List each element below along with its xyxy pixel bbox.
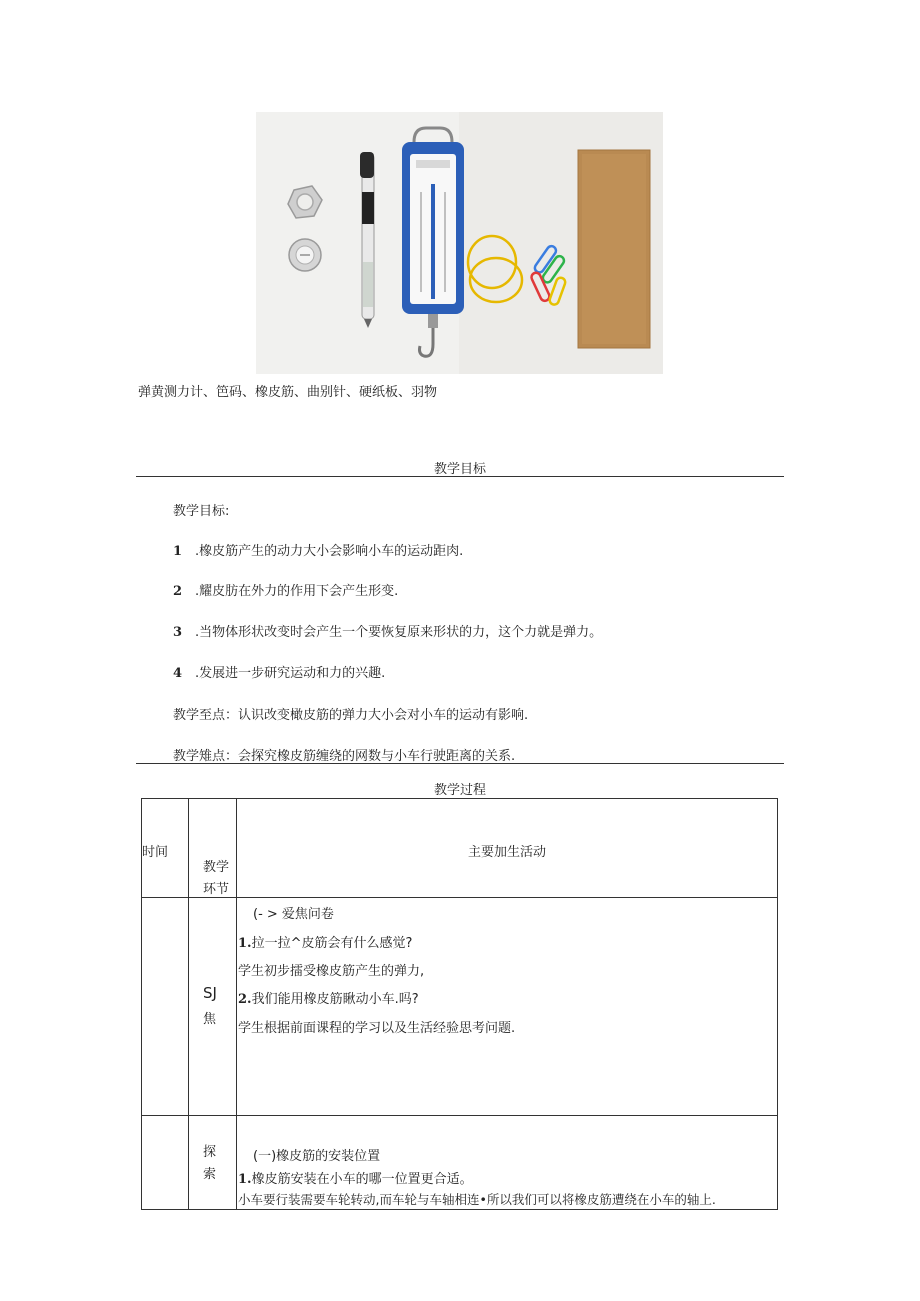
row2-heading: (一)橡皮筋的安装位置 (253, 1149, 381, 1164)
objectives-title: 教学目标 (433, 462, 486, 477)
table-border-col1 (188, 798, 189, 1210)
row2-answer-1: 小车要行装需要车轮转动,而车轮与车轴相连•所以我们可以将橡皮筋遭绕在小车的轴上. (238, 1192, 716, 1207)
objective-item-2 (173, 580, 398, 599)
rubber-bands (468, 236, 522, 302)
objective-item-1 (173, 540, 463, 559)
objective-text: .耀皮肪在外力的作用下会产生形变. (195, 584, 399, 599)
question-text: 橡皮筋安装在小车的哪一位置更合适。 (251, 1172, 473, 1187)
round-weight (289, 239, 321, 271)
row1-answer-2: 学生根据前面课程的学习以及生活经验思考问题. (238, 1021, 516, 1036)
question-number: 1. (238, 1172, 252, 1187)
materials-illustration (256, 112, 663, 374)
row2-stage-line1: 探 (203, 1145, 217, 1160)
objective-number: 3 (173, 625, 183, 640)
spring-scale (402, 128, 464, 356)
row1-question-1 (238, 932, 412, 951)
key-point: 教学至点：认识改变橄皮筋的弹力大小会对小车的运动有影响. (173, 708, 529, 723)
objective-number: 4 (173, 666, 183, 681)
objective-text: .当物体形状改变时会产生一个要恢复原来形状的力，这个力就是弹力。 (195, 625, 603, 640)
process-title: 教学过程 (433, 783, 486, 798)
header-time: 时间 (142, 845, 169, 860)
table-border-right (777, 798, 778, 1210)
row1-stage-line1: SJ (203, 984, 217, 1002)
row2-question-1 (238, 1168, 473, 1187)
difficulty-point: 教学雉点：会探究橡皮筋缠绕的网数与小车行驶距离的关系. (173, 749, 516, 764)
objective-text: .橡皮筋产生的动力大小会影响小车的运动距肉. (195, 544, 464, 559)
question-text: 我们能用橡皮筋瞅动小车.吗? (251, 992, 419, 1007)
objective-item-3 (173, 621, 602, 640)
hex-nut-weight (288, 186, 322, 218)
objective-text: .发展进一步研究运动和力的兴趣. (195, 666, 386, 681)
objective-item-4 (173, 662, 385, 681)
question-number: 1. (238, 936, 252, 951)
header-activity: 主要加生活动 (467, 845, 546, 860)
pen (360, 152, 374, 328)
materials-photo (256, 112, 663, 374)
cardboard-sheet (578, 150, 650, 348)
objective-number: 1 (173, 544, 183, 559)
row1-answer-1: 学生初步擂受橡皮筋产生的弹力, (238, 964, 425, 979)
row2-stage-line2: 索 (203, 1167, 217, 1182)
process-table (141, 798, 778, 1210)
materials-caption: 弹黄测力计、笆码、橡皮筋、曲别针、硬纸板、羽物 (138, 385, 438, 400)
row1-heading: (- > 爱焦问卷 (253, 907, 334, 922)
objectives-rule (136, 476, 784, 477)
row1-question-2 (238, 988, 419, 1007)
objectives-intro: 教学目标: (173, 504, 230, 519)
question-number: 2. (238, 992, 252, 1007)
row1-stage-line2: 焦 (203, 1012, 217, 1027)
header-stage-line1: 教学 (203, 860, 230, 875)
paper-clips (530, 244, 566, 305)
objective-number: 2 (173, 584, 183, 599)
question-text: 拉一拉^皮筋会有什么感觉? (251, 936, 413, 951)
header-stage-line2: 环节 (203, 882, 230, 897)
process-rule (136, 763, 784, 764)
